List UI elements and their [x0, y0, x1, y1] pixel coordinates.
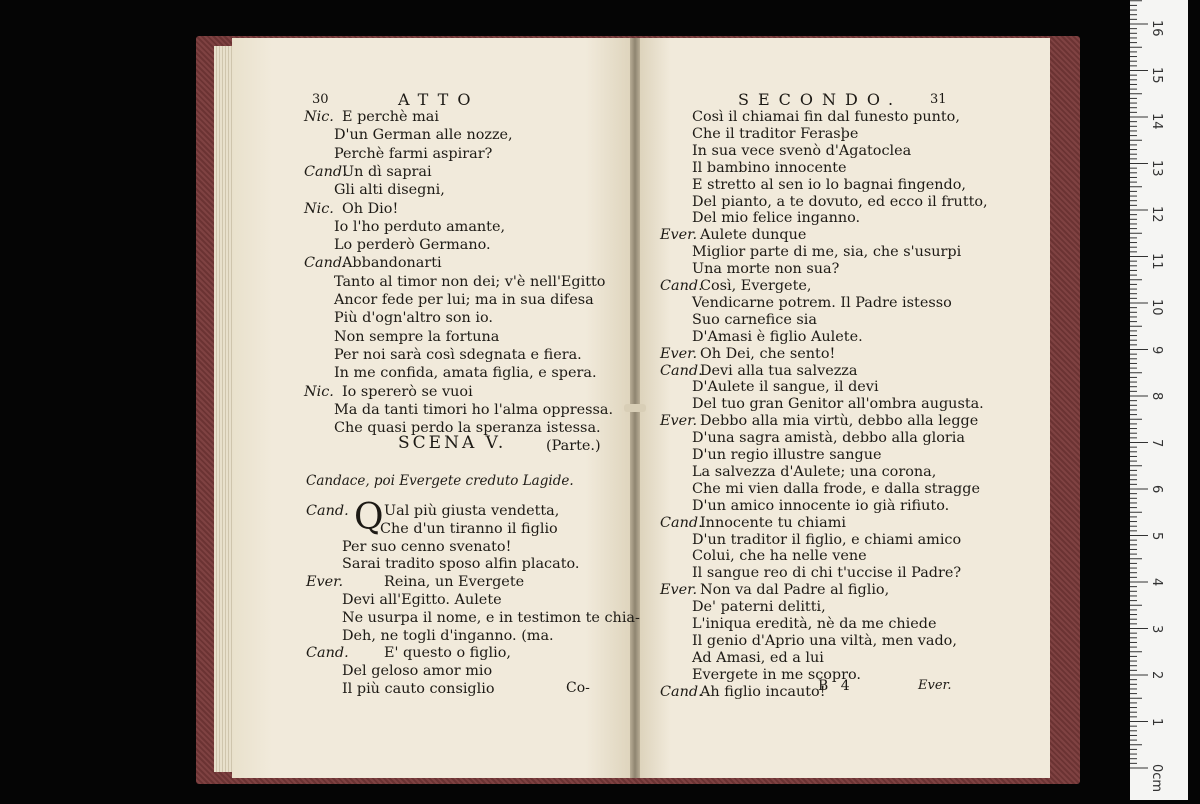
ruler-label: 1 — [1149, 717, 1164, 726]
ruler-label: 8 — [1149, 392, 1164, 401]
verse-line: E stretto al sen io lo bagnai fingendo, — [692, 176, 966, 193]
verse-line: Ad Amasi, ed a lui — [692, 649, 824, 666]
verse-line: Aulete dunque — [700, 227, 807, 244]
verse-line: Per suo cenno svenato! — [342, 538, 512, 555]
verse-line: Ual più giusta vendetta, — [384, 503, 560, 519]
ruler-label: 5 — [1149, 531, 1164, 540]
verse-line: In sua vece svenò d'Agatoclea — [692, 142, 912, 159]
verse-line: Deh, ne togli d'inganno. (ma. — [342, 627, 554, 644]
scene-heading: SCENA V. — [398, 433, 507, 453]
verse-line: De' paterni delitti, — [692, 599, 826, 616]
speaker-label: Ever. — [660, 345, 698, 362]
speaker-label: Cand. — [660, 514, 703, 531]
left-page-number: 30 — [312, 92, 329, 107]
ruler-label: 11 — [1149, 252, 1164, 270]
verse-line: Oh Dio! — [342, 200, 399, 217]
speaker-label: Cand. — [304, 163, 347, 180]
ruler-label: 15 — [1149, 66, 1164, 84]
ruler-label: 2 — [1149, 671, 1164, 680]
verse-line: Lo perderò Germano. — [334, 237, 491, 254]
verse-line: Io spererò se vuoi — [342, 383, 473, 400]
verse-line: D'una sagra amistà, debbo alla gloria — [692, 430, 965, 447]
ruler-label: 3 — [1149, 624, 1164, 633]
verse-line: Che il traditor Ferasþe — [692, 125, 859, 142]
left-catchword: Co- — [566, 680, 590, 696]
speaker-label: Ever. — [660, 582, 698, 599]
right-page-number: 31 — [930, 92, 947, 107]
verse-line: Gli alti disegni, — [334, 182, 445, 199]
ruler-label: 4 — [1149, 578, 1164, 587]
verse-line: Un dì saprai — [342, 163, 432, 180]
verse-line: Il genio d'Aprio una viltà, men vado, — [692, 632, 957, 649]
verse-line: Io l'ho perduto amante, — [334, 218, 506, 235]
verse-line: Non va dal Padre al figlio, — [700, 582, 890, 599]
speaker-label: Nic. — [304, 383, 334, 400]
verse-line: Miglior parte di me, sia, che s'usurpi — [692, 244, 962, 261]
speaker-label: Cand. — [660, 683, 703, 700]
verse-line: E perchè mai — [342, 109, 439, 125]
verse-line: Così il chiamai fin dal funesto punto, — [692, 109, 960, 125]
verse-line: Così, Evergete, — [700, 278, 812, 294]
verse-line: Del geloso amor mio — [342, 663, 493, 680]
verse-line: D'Amasi è figlio Aulete. — [692, 328, 863, 345]
verse-line: Ah figlio incauto! — [700, 683, 826, 700]
verse-line: Abbandonarti — [342, 255, 442, 272]
verse-line: Oh Dei, che sento! — [700, 345, 836, 362]
verse-line: In me confida, amata figlia, e spera. — [334, 365, 597, 382]
verse-line: Innocente tu chiami — [700, 514, 846, 531]
ruler-label: 16 — [1149, 20, 1164, 37]
right-running-title: SECONDO. — [738, 90, 903, 109]
verse-line: Ne usurpa il nome, e in testimon te chia- — [342, 609, 640, 626]
verse-line: Debbo alla mia virtù, debbo alla legge — [700, 413, 979, 430]
speaker-label: Cand. — [660, 278, 703, 294]
verse-line: Sarai tradito sposo alfin placato. — [342, 556, 580, 573]
verse-line: Che quasi perdo la speranza istessa. — [334, 420, 601, 437]
ruler-label: 14 — [1149, 113, 1164, 130]
speaker-label: Cand. — [306, 645, 349, 662]
signature-mark: B 4 — [818, 678, 854, 694]
verse-line: Devi alla tua salvezza — [700, 362, 858, 379]
verse-line: Devi all'Egitto. Aulete — [342, 592, 502, 608]
speaker-label: Cand. — [304, 255, 347, 272]
speaker-label: Cand. — [660, 362, 703, 379]
ruler-label: 0cm — [1149, 764, 1164, 793]
verse-line: Che mi vien dalla frode, e dalla stragge — [692, 480, 980, 497]
verse-line: Il più cauto consiglio — [342, 681, 495, 697]
verse-line: La salvezza d'Aulete; una corona, — [692, 463, 937, 480]
ruler-label: 9 — [1149, 345, 1164, 354]
verse-line: Vendicarne potrem. Il Padre istesso — [692, 294, 952, 311]
verse-line: L'iniqua eredità, nè da me chiede — [692, 616, 937, 632]
verse-line: Che d'un tiranno il figlio — [380, 520, 558, 537]
verse-line: D'un regio illustre sangue — [692, 447, 882, 463]
verse-line: Ancor fede per lui; ma in sua difesa — [334, 292, 594, 308]
verse-line: Del tuo gran Genitor all'ombra augusta. — [692, 396, 984, 413]
verse-line: Evergete in me scopro. — [692, 666, 861, 683]
drop-cap: Q — [354, 497, 384, 538]
ruler-label: 13 — [1149, 159, 1164, 177]
verse-line: (Parte.) — [546, 438, 601, 455]
binding-pin — [624, 404, 646, 412]
verse-line: Colui, che ha nelle vene — [692, 548, 867, 565]
speaker-label: Cand. — [306, 503, 349, 519]
verse-line: Una morte non sua? — [692, 261, 840, 278]
speaker-label: Ever. — [306, 574, 344, 591]
verse-line: Non sempre la fortuna — [334, 328, 500, 345]
verse-line: Perchè farmi aspirar? — [334, 145, 493, 162]
verse-line: Il sangue reo di chi t'uccise il Padre? — [692, 565, 962, 582]
verse-line: Del mio felice inganno. — [692, 210, 861, 227]
speaker-label: Nic. — [304, 200, 334, 217]
speaker-label: Nic. — [304, 109, 334, 125]
verse-line: D'Aulete il sangue, il devi — [692, 379, 879, 396]
ruler-label: 7 — [1149, 438, 1164, 447]
ruler-label: 6 — [1149, 485, 1164, 494]
verse-line: Del pianto, a te dovuto, ed ecco il frutto, — [692, 193, 988, 210]
left-running-title: ATTO — [398, 90, 480, 109]
scene-cast: Candace, poi Evergete creduto Lagide. — [306, 473, 574, 489]
verse-line: D'un amico innocente io già rifiuto. — [692, 497, 950, 514]
verse-line: Più d'ogn'altro son io. — [334, 310, 493, 327]
speaker-label: Ever. — [660, 413, 698, 430]
measuring-ruler — [1130, 0, 1188, 800]
right-catchword: Ever. — [918, 678, 952, 693]
verse-line: E' questo o figlio, — [384, 645, 511, 662]
verse-line: Reina, un Evergete — [384, 574, 525, 591]
verse-line: Suo carnefice sia — [692, 311, 817, 328]
verse-line: Per noi sarà così sdegnata e fiera. — [334, 346, 582, 363]
verse-line: Tanto al timor non dei; v'è nell'Egitto — [334, 273, 606, 290]
verse-line: D'un German alle nozze, — [334, 127, 513, 144]
speaker-label: Ever. — [660, 227, 698, 244]
verse-line: D'un traditor il figlio, e chiami amico — [692, 531, 962, 548]
ruler-label: 10 — [1149, 299, 1164, 316]
verse-line: Ma da tanti timori ho l'alma oppressa. — [334, 401, 614, 418]
verse-line: Il bambino innocente — [692, 159, 847, 176]
ruler-label: 12 — [1149, 206, 1164, 223]
page-edges — [214, 46, 234, 772]
